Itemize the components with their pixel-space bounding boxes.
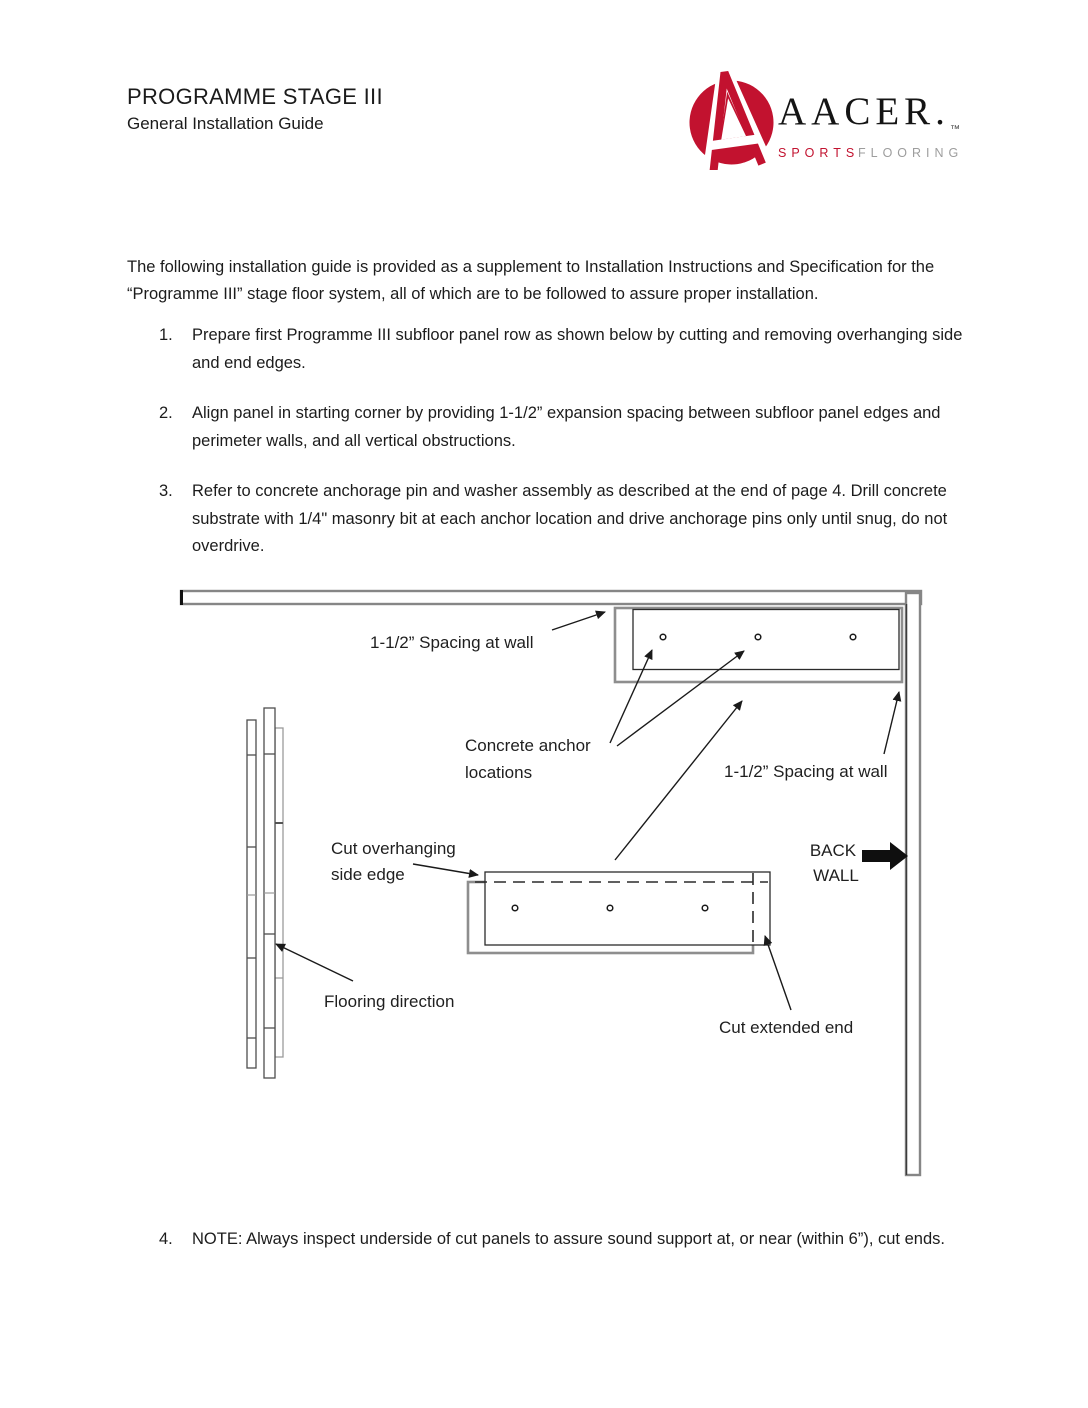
arrow-spacing-right (884, 692, 899, 754)
right-back-wall (906, 593, 920, 1175)
intro-paragraph: The following installation guide is provided as a supplement to Installation Instructions and Specification for the “Programme III” stage floor system, all of which are to be followed to assure proper installation. (127, 257, 935, 303)
logo-brand-text: AACER. (778, 90, 950, 133)
arrow-cut-end (765, 936, 791, 1010)
logo-tagline-flooring: FLOORING (858, 146, 964, 160)
logo-tagline-sports: SPORTS (778, 146, 860, 160)
aacer-logo (678, 66, 978, 170)
installation-diagram (170, 580, 940, 1190)
label-cut-side-line2: side edge (331, 865, 405, 884)
label-spacing-right: 1-1/2” Spacing at wall (724, 762, 888, 781)
label-flooring-direction: Flooring direction (324, 992, 455, 1011)
list-text: NOTE: Always inspect underside of cut panels to assure sound support at, or near (within 6”), cut ends. (192, 1230, 945, 1248)
panel-to-cut (468, 872, 770, 953)
list-number: 1. (159, 326, 173, 344)
list-text: Refer to concrete anchorage pin and washer assembly as described at the end of page 4. Drill concrete substrate with 1/4" masonry bit at each anchor location and drive anchorage pins only until snug, do not overdrive. (192, 482, 948, 555)
list-number: 4. (159, 1230, 173, 1248)
list-number: 2. (159, 404, 173, 422)
page-title: PROGRAMME STAGE III (127, 84, 383, 109)
list-item-1 (159, 322, 969, 377)
list-text: Align panel in starting corner by providing 1-1/2” expansion spacing between subfloor panel edges and perimeter walls, and all vertical obstructions. (192, 404, 941, 450)
label-anchor-line2: locations (465, 763, 533, 782)
label-cut-side-line1: Cut overhanging (331, 839, 456, 858)
label-back-wall-line1: BACK (809, 841, 857, 860)
back-wall-arrow-icon (862, 842, 908, 870)
list-item-4 (159, 1226, 969, 1254)
label-spacing-top: 1-1/2” Spacing at wall (370, 633, 534, 652)
list-item-2 (159, 400, 969, 455)
arrow-cut-side (413, 864, 478, 875)
label-anchor-line1: Concrete anchor (465, 736, 591, 755)
placed-panel (615, 608, 902, 682)
arrow-flooring-direction (276, 944, 353, 981)
logo-trademark: ™ (950, 124, 960, 135)
list-text: Prepare first Programme III subfloor panel row as shown below by cutting and removing overhanging side and end edges. (192, 326, 963, 372)
label-cut-end: Cut extended end (719, 1018, 854, 1037)
page-subtitle: General Installation Guide (127, 114, 324, 133)
aacer-a-mark-icon (682, 66, 779, 170)
flooring-strips (247, 708, 283, 1078)
arrow-panel-placement (615, 701, 742, 860)
list-number: 3. (159, 482, 173, 500)
label-back-wall-line2: WALL (813, 866, 859, 885)
arrow-spacing-top (552, 612, 605, 630)
top-wall (181, 590, 921, 605)
list-item-3 (159, 478, 969, 561)
